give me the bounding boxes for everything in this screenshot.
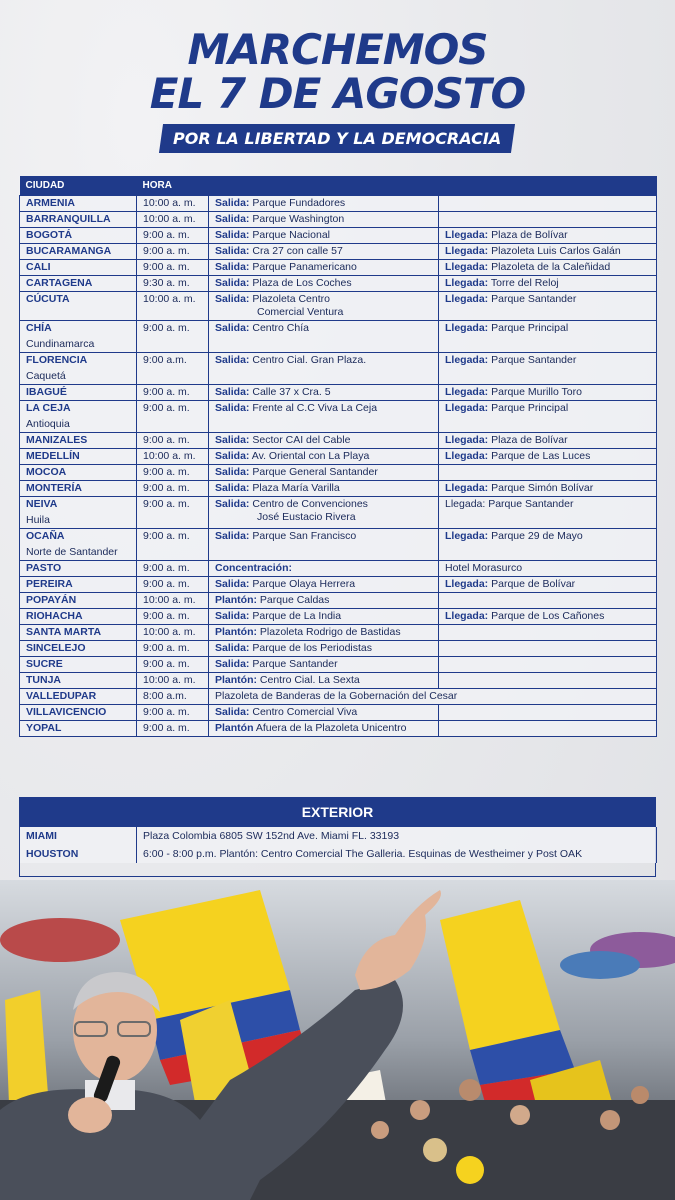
start-place: Parque de los Periodistas	[252, 641, 373, 654]
time-cell: 9:00 a. m.	[137, 227, 209, 243]
end-label: Llegada:	[445, 577, 489, 590]
time-cell: 9:00 a. m.	[137, 496, 209, 528]
end-cell	[439, 227, 657, 243]
start-place: Parque San Francisco	[252, 529, 357, 542]
end-place: Parque Santander	[491, 292, 577, 305]
start-label: Salida:	[215, 353, 250, 366]
time-cell: 9:00 a. m.	[137, 640, 209, 656]
exterior-detail: Plaza Colombia 6805 SW 152nd Ave. Miami FL. 33193	[137, 827, 657, 845]
table-row	[20, 432, 657, 448]
city-name: CARTAGENA	[26, 276, 93, 289]
start-cell	[209, 576, 439, 592]
city-department: Antioquia	[26, 417, 70, 430]
city-cell	[20, 608, 137, 624]
end-label: Llegada:	[445, 449, 489, 462]
start-cell	[209, 608, 439, 624]
time-cell: 9:00 a. m.	[137, 528, 209, 560]
city-name: CÚCUTA	[26, 292, 70, 305]
time-cell: 9:00 a. m.	[137, 720, 209, 736]
city-name: BARRANQUILLA	[26, 212, 111, 225]
start-place: Parque Panamericano	[252, 260, 357, 273]
time-cell: 10:00 a. m.	[137, 592, 209, 608]
end-cell	[439, 496, 657, 528]
start-label: Plantón:	[215, 673, 257, 686]
time-cell: 10:00 a. m.	[137, 211, 209, 227]
start-cell	[209, 432, 439, 448]
table-row	[20, 845, 657, 863]
start-place: Parque Santander	[252, 657, 338, 670]
start-place: Plazoleta de Banderas de la Gobernación del Cesar	[215, 689, 458, 702]
start-label: Salida:	[215, 212, 250, 225]
end-place: Parque de Bolívar	[491, 577, 576, 590]
start-label: Salida:	[215, 385, 250, 398]
time-cell: 9:00 a. m.	[137, 400, 209, 432]
city-name: MONTERÍA	[26, 481, 82, 494]
city-name: POPAYÁN	[26, 593, 77, 606]
city-cell	[20, 592, 137, 608]
time-cell: 10:00 a. m.	[137, 672, 209, 688]
table-header-row	[20, 176, 657, 195]
start-cell	[209, 464, 439, 480]
city-name: LA CEJA	[26, 401, 71, 414]
start-cell	[209, 720, 439, 736]
end-cell	[439, 320, 657, 352]
city-cell	[20, 624, 137, 640]
start-place: Frente al C.C Viva La Ceja	[252, 401, 378, 414]
start-place: Parque Washington	[252, 212, 345, 225]
start-place: Parque General Santander	[252, 465, 378, 478]
start-place: Calle 37 x Cra. 5	[252, 385, 331, 398]
end-place: Parque Principal	[491, 321, 569, 334]
time-cell: 8:00 a.m.	[137, 688, 209, 704]
start-label: Salida:	[215, 244, 250, 257]
start-cell	[209, 243, 439, 259]
table-row	[20, 704, 657, 720]
end-place: Plaza de Bolívar	[491, 228, 568, 241]
end-cell	[439, 432, 657, 448]
start-place: Plazoleta Rodrigo de Bastidas	[259, 625, 401, 638]
city-cell	[20, 227, 137, 243]
time-cell: 9:00 a. m.	[137, 704, 209, 720]
end-cell	[439, 275, 657, 291]
city-cell	[20, 480, 137, 496]
table-row	[20, 624, 657, 640]
city-cell	[20, 640, 137, 656]
end-label: Llegada:	[445, 276, 489, 289]
start-label: Salida:	[215, 321, 250, 334]
city-name: SANTA MARTA	[26, 625, 102, 638]
city-department: Huila	[26, 513, 50, 526]
end-label: Llegada:	[445, 481, 489, 494]
city-cell	[20, 384, 137, 400]
city-cell	[20, 560, 137, 576]
city-cell	[20, 320, 137, 352]
exterior-city: MIAMI	[20, 827, 137, 845]
start-cell	[209, 560, 439, 576]
start-cell	[209, 320, 439, 352]
header-time: HORA	[137, 176, 209, 195]
header-start	[209, 176, 439, 195]
end-label: Llegada:	[445, 260, 489, 273]
city-name: MANIZALES	[26, 433, 88, 446]
table-row	[20, 480, 657, 496]
table-row	[20, 592, 657, 608]
table-row	[20, 576, 657, 592]
time-cell: 10:00 a. m.	[137, 195, 209, 211]
end-cell	[439, 195, 657, 211]
start-label: Plantón:	[215, 593, 257, 606]
start-place: Av. Oriental con La Playa	[251, 449, 370, 462]
city-cell	[20, 259, 137, 275]
time-cell: 9:00 a. m.	[137, 464, 209, 480]
table-row	[20, 227, 657, 243]
start-cell	[209, 656, 439, 672]
start-cell	[209, 352, 439, 384]
time-cell: 9:00 a.m.	[137, 352, 209, 384]
end-cell	[439, 259, 657, 275]
table-row	[20, 656, 657, 672]
city-name: YOPAL	[26, 721, 62, 734]
start-cell	[209, 640, 439, 656]
end-place: Plazoleta Luis Carlos Galán	[491, 244, 621, 257]
end-cell	[439, 243, 657, 259]
end-cell	[439, 560, 657, 576]
rally-photo-illustration	[0, 880, 675, 1200]
table-row	[20, 720, 657, 736]
end-cell	[439, 464, 657, 480]
city-cell	[20, 275, 137, 291]
end-label: Llegada:	[445, 353, 489, 366]
end-place: Torre del Reloj	[490, 276, 559, 289]
city-cell	[20, 576, 137, 592]
start-place: Plaza de Los Coches	[252, 276, 352, 289]
time-cell: 9:00 a. m.	[137, 259, 209, 275]
start-place: Centro Comercial Viva	[252, 705, 358, 718]
subtitle-text: POR LA LIBERTAD Y LA DEMOCRACIA	[173, 129, 502, 148]
end-label: Llegada:	[445, 292, 489, 305]
start-label: Concentración:	[215, 561, 293, 574]
start-cell	[209, 400, 439, 432]
time-cell: 10:00 a. m.	[137, 448, 209, 464]
city-name: BUCARAMANGA	[26, 244, 112, 257]
city-cell	[20, 704, 137, 720]
city-cell	[20, 432, 137, 448]
city-cell	[20, 720, 137, 736]
end-place: Parque Principal	[491, 401, 569, 414]
start-label: Salida:	[215, 577, 250, 590]
start-cell	[209, 480, 439, 496]
start-place-line-2: José Eustacio Rivera	[257, 510, 356, 523]
start-cell	[209, 528, 439, 560]
start-cell	[209, 195, 439, 211]
table-row	[20, 448, 657, 464]
start-label: Plantón:	[215, 625, 257, 638]
time-cell: 9:00 a. m.	[137, 656, 209, 672]
city-cell	[20, 400, 137, 432]
subtitle-banner	[159, 124, 515, 153]
table-row	[20, 243, 657, 259]
poster-header	[0, 25, 675, 153]
end-cell	[439, 528, 657, 560]
time-cell: 9:00 a. m.	[137, 432, 209, 448]
end-place: Plaza de Bolívar	[491, 433, 568, 446]
start-cell	[209, 384, 439, 400]
table-row	[20, 259, 657, 275]
end-place: Plazoleta de la Caleñidad	[491, 260, 611, 273]
header-city: CIUDAD	[20, 176, 137, 195]
city-name: MEDELLÍN	[26, 449, 80, 462]
city-cell	[20, 656, 137, 672]
table-row	[20, 560, 657, 576]
start-label: Salida:	[215, 481, 250, 494]
start-cell	[209, 275, 439, 291]
city-name: OCAÑA	[26, 529, 65, 542]
start-label: Salida:	[215, 529, 250, 542]
start-cell	[209, 704, 439, 720]
events-body	[20, 195, 657, 736]
start-place-line-2: Comercial Ventura	[257, 305, 344, 318]
start-place: Centro Chía	[252, 321, 309, 334]
table-row	[20, 464, 657, 480]
start-label: Salida:	[215, 657, 250, 670]
table-row	[20, 384, 657, 400]
city-cell	[20, 352, 137, 384]
city-name: PEREIRA	[26, 577, 73, 590]
city-cell	[20, 448, 137, 464]
end-cell	[439, 384, 657, 400]
exterior-detail: 6:00 - 8:00 p.m. Plantón: Centro Comercial The Galleria. Esquinas de Westheimer y Post OAK	[137, 845, 657, 863]
time-cell: 9:00 a. m.	[137, 480, 209, 496]
end-label: Llegada:	[445, 228, 489, 241]
end-cell	[439, 480, 657, 496]
city-name: TUNJA	[26, 673, 62, 686]
city-name: PASTO	[26, 561, 62, 574]
time-cell: 10:00 a. m.	[137, 624, 209, 640]
city-name: ARMENIA	[26, 196, 75, 209]
start-place: Centro Cial. Gran Plaza.	[252, 353, 367, 366]
start-cell	[209, 227, 439, 243]
city-name: SUCRE	[26, 657, 63, 670]
headline-line-2: EL 7 DE AGOSTO	[149, 69, 526, 118]
start-cell	[209, 291, 439, 320]
time-cell: 9:00 a. m.	[137, 576, 209, 592]
table-row	[20, 320, 657, 352]
start-place: Parque Fundadores	[252, 196, 346, 209]
start-place: Parque de La India	[252, 609, 342, 622]
city-department: Cundinamarca	[26, 337, 95, 350]
end-cell	[439, 291, 657, 320]
city-cell	[20, 243, 137, 259]
end-cell	[439, 576, 657, 592]
start-place: Parque Caldas	[259, 593, 330, 606]
city-name: VALLEDUPAR	[26, 689, 97, 702]
start-place: Centro Cial. La Sexta	[259, 673, 360, 686]
end-cell	[439, 672, 657, 688]
start-place: Parque Olaya Herrera	[252, 577, 356, 590]
start-place: Plaza María Varilla	[252, 481, 340, 494]
start-label: Salida:	[215, 497, 250, 510]
table-row	[20, 827, 657, 845]
city-department: Caquetá	[26, 369, 66, 382]
time-cell: 9:00 a. m.	[137, 608, 209, 624]
table-row	[20, 195, 657, 211]
table-row	[20, 672, 657, 688]
start-label: Salida:	[215, 433, 250, 446]
end-place: Parque Murillo Toro	[491, 385, 582, 398]
city-name: IBAGUÉ	[26, 385, 67, 398]
start-place: Centro de Convenciones	[252, 497, 368, 510]
city-cell	[20, 496, 137, 528]
start-label: Salida:	[215, 228, 250, 241]
exterior-city: HOUSTON	[20, 845, 137, 863]
table-row	[20, 640, 657, 656]
time-cell: 9:30 a. m.	[137, 275, 209, 291]
start-label: Salida:	[215, 705, 250, 718]
table-row	[20, 352, 657, 384]
table-row	[20, 211, 657, 227]
end-label: Llegada:	[445, 385, 489, 398]
end-label: Llegada:	[445, 401, 489, 414]
city-name: MOCOA	[26, 465, 67, 478]
city-cell	[20, 211, 137, 227]
start-label: Plantón	[215, 721, 254, 734]
city-cell	[20, 464, 137, 480]
end-label: Llegada:	[445, 244, 489, 257]
rally-photo	[0, 880, 675, 1200]
end-cell	[439, 352, 657, 384]
start-cell	[209, 211, 439, 227]
city-cell	[20, 291, 137, 320]
start-label: Salida:	[215, 449, 250, 462]
city-cell	[20, 688, 137, 704]
table-row	[20, 528, 657, 560]
city-name: SINCELEJO	[26, 641, 86, 654]
headline-line-1: MARCHEMOS	[187, 25, 488, 74]
city-department: Norte de Santander	[26, 545, 118, 558]
end-cell	[439, 592, 657, 608]
end-label: Llegada:	[445, 433, 489, 446]
end-cell	[439, 211, 657, 227]
city-cell	[20, 672, 137, 688]
time-cell: 9:00 a. m.	[137, 320, 209, 352]
end-place: Hotel Morasurco	[445, 561, 523, 574]
city-name: VILLAVICENCIO	[26, 705, 107, 718]
start-label: Salida:	[215, 465, 250, 478]
exterior-heading: EXTERIOR	[19, 797, 656, 827]
end-label: Llegada:	[445, 609, 489, 622]
start-cell	[209, 592, 439, 608]
start-label: Salida:	[215, 276, 250, 289]
start-label: Salida:	[215, 292, 250, 305]
start-label: Salida:	[215, 260, 250, 273]
start-place: Plazoleta Centro	[252, 292, 330, 305]
end-cell	[439, 624, 657, 640]
start-cell	[209, 672, 439, 688]
end-cell	[439, 656, 657, 672]
start-cell	[209, 688, 657, 704]
end-cell	[439, 720, 657, 736]
start-place: Cra 27 con calle 57	[252, 244, 343, 257]
end-place: Parque 29 de Mayo	[491, 529, 583, 542]
end-place: Parque de Los Cañones	[491, 609, 605, 622]
table-row	[20, 400, 657, 432]
start-place: Parque Nacional	[252, 228, 330, 241]
start-label: Salida:	[215, 401, 250, 414]
end-label: Llegada:	[445, 529, 489, 542]
exterior-table	[19, 827, 657, 863]
table-row	[20, 275, 657, 291]
time-cell: 9:00 a. m.	[137, 243, 209, 259]
start-place: Sector CAI del Cable	[252, 433, 351, 446]
city-name: FLORENCIA	[26, 353, 88, 366]
end-cell	[439, 704, 657, 720]
start-label: Salida:	[215, 641, 250, 654]
end-cell	[439, 608, 657, 624]
start-cell	[209, 259, 439, 275]
start-cell	[209, 624, 439, 640]
events-table	[19, 176, 657, 737]
city-name: NEIVA	[26, 497, 58, 510]
time-cell: 10:00 a. m.	[137, 291, 209, 320]
table-row	[20, 496, 657, 528]
table-row	[20, 291, 657, 320]
end-cell	[439, 448, 657, 464]
end-place: Llegada: Parque Santander	[445, 497, 574, 510]
header-end	[439, 176, 657, 195]
start-label: Salida:	[215, 609, 250, 622]
table-row	[20, 688, 657, 704]
city-cell	[20, 528, 137, 560]
start-cell	[209, 496, 439, 528]
city-name: RIOHACHA	[26, 609, 83, 622]
end-label: Llegada:	[445, 321, 489, 334]
end-cell	[439, 400, 657, 432]
table-row	[20, 608, 657, 624]
city-name: CHÍA	[26, 321, 52, 334]
start-place: Afuera de la Plazoleta Unicentro	[255, 721, 407, 734]
city-cell	[20, 195, 137, 211]
time-cell: 9:00 a. m.	[137, 560, 209, 576]
time-cell: 9:00 a. m.	[137, 384, 209, 400]
start-label: Salida:	[215, 196, 250, 209]
start-cell	[209, 448, 439, 464]
city-name: CALI	[26, 260, 51, 273]
end-place: Parque Santander	[491, 353, 577, 366]
city-name: BOGOTÁ	[26, 228, 73, 241]
end-place: Parque de Las Luces	[491, 449, 591, 462]
end-cell	[439, 640, 657, 656]
end-place: Parque Simón Bolívar	[491, 481, 594, 494]
